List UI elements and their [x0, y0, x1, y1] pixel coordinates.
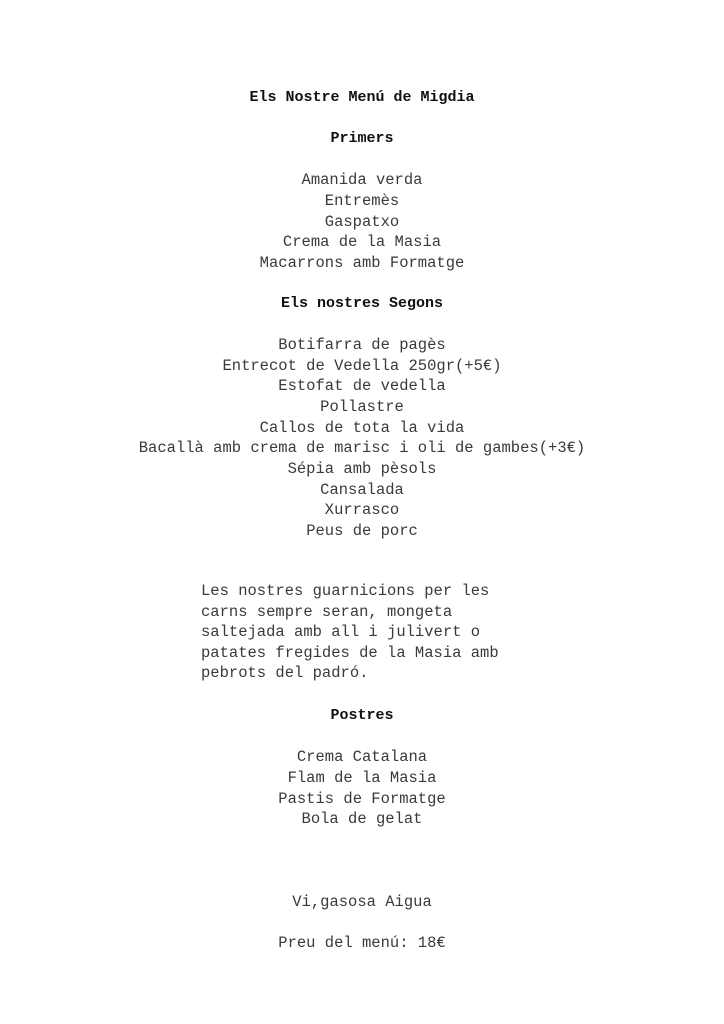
paragraph-line: saltejada amb all i julivert o — [201, 623, 481, 642]
section-heading-primers: Primers — [330, 130, 394, 147]
menu-item: Entremès — [324, 192, 400, 210]
menu-item: Sépia amb pèsols — [287, 460, 437, 478]
guarnicions-paragraph — [201, 581, 561, 684]
section-heading-segons: Els nostres Segons — [280, 295, 444, 312]
menu-item: Amanida verda — [301, 171, 423, 189]
menu-item: Xurrasco — [324, 501, 400, 519]
menu-item: Botifarra de pagès — [278, 336, 446, 354]
menu-item: Pollastre — [320, 398, 404, 416]
menu-item: Bacallà amb crema de marisc i oli de gambes(+3€) — [138, 439, 586, 457]
menu-item: Crema de la Masia — [282, 233, 442, 251]
menu-title: Els Nostre Menú de Migdia — [249, 89, 475, 106]
menu-item: Callos de tota la vida — [259, 419, 465, 437]
menu-item: Entrecot de Vedella 250gr(+5€) — [222, 357, 502, 375]
menu-item: Gaspatxo — [324, 213, 400, 231]
menu-item: Bola de gelat — [301, 810, 423, 828]
menu-item: Flam de la Masia — [287, 769, 437, 787]
paragraph-line: Les nostres guarnicions per les — [201, 582, 490, 600]
menu-item: Peus de porc — [306, 522, 418, 540]
menu-item: Cansalada — [320, 481, 404, 499]
menu-item: Macarrons amb Formatge — [259, 254, 465, 272]
paragraph-line: pebrots del padró. — [201, 664, 369, 683]
paragraph-line: patates fregides de la Masia amb — [201, 643, 499, 662]
section-heading-postres: Postres — [330, 707, 394, 724]
drinks-line: Vi,gasosa Aigua — [292, 893, 432, 911]
menu-item: Estofat de vedella — [278, 377, 446, 395]
menu-item: Pastis de Formatge — [278, 790, 446, 808]
menu-price: Preu del menú: 18€ — [278, 934, 446, 952]
paragraph-line: carns sempre seran, mongeta — [201, 602, 453, 621]
menu-item: Crema Catalana — [296, 748, 428, 766]
